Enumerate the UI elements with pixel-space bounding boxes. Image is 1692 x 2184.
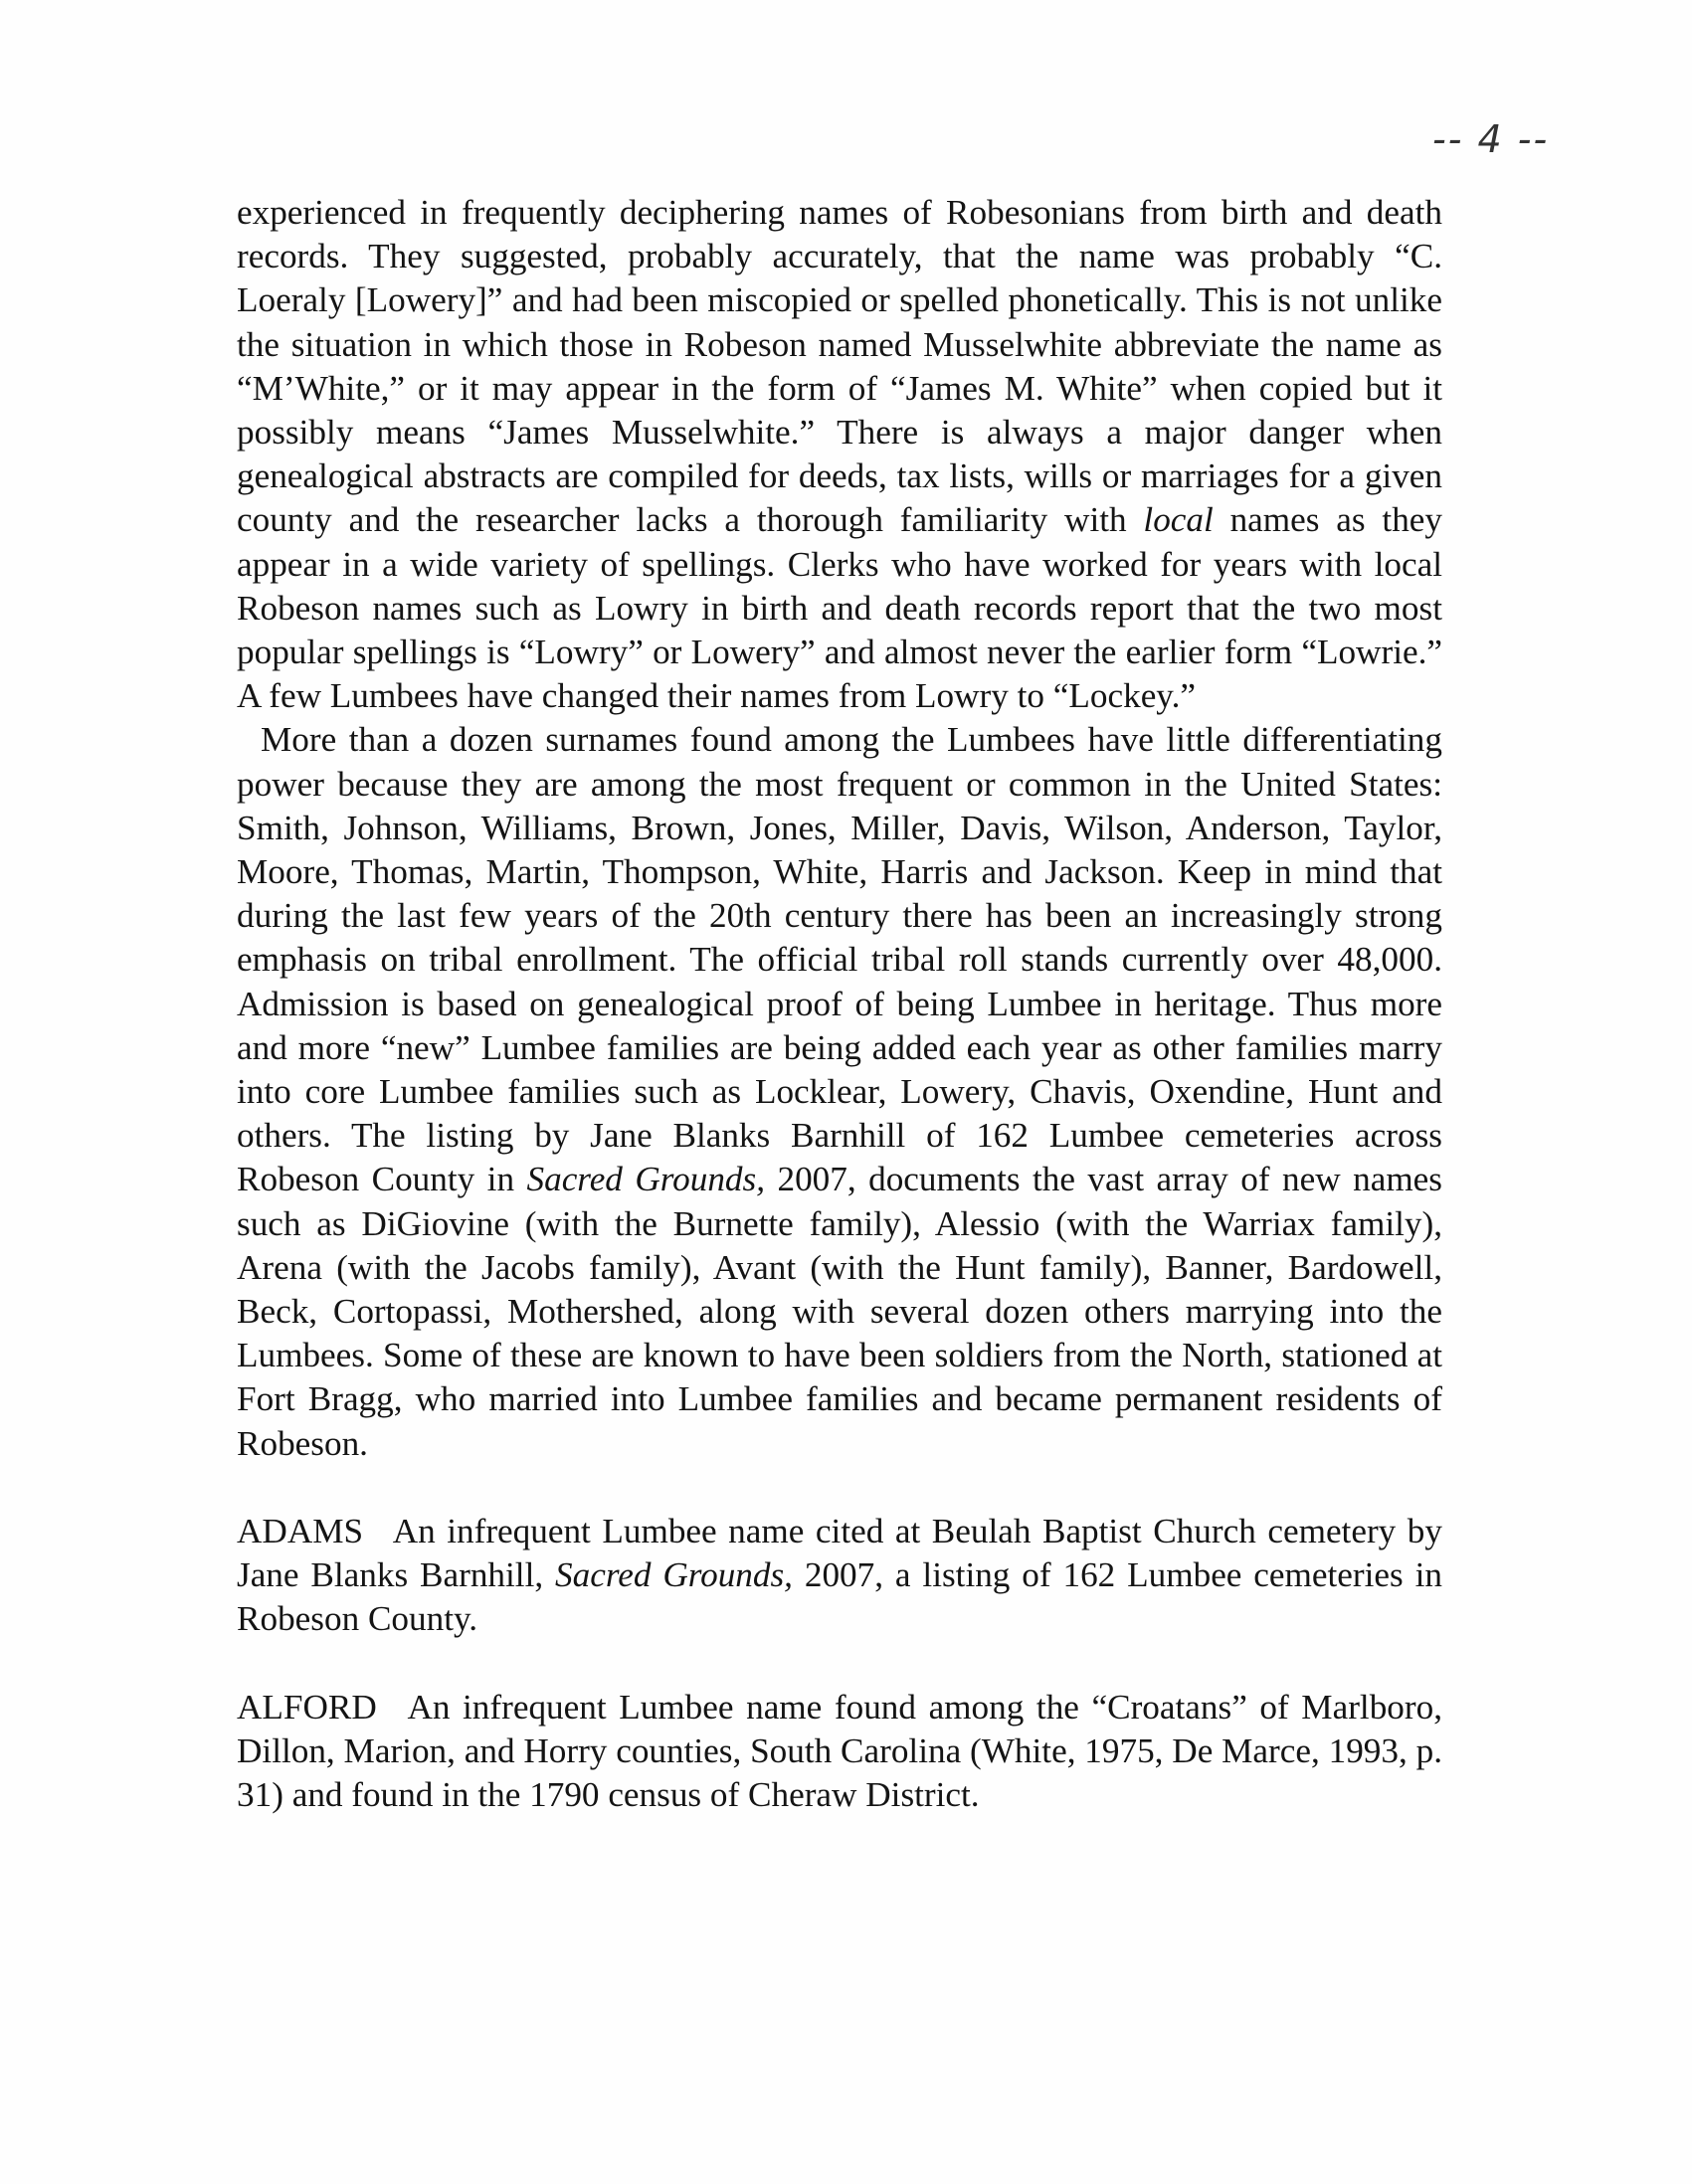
paragraph [237,191,1442,718]
italic-term: local [1143,500,1214,540]
text-run: 2007, a listing of 162 Lumbee cemeteries in Robeson County. [237,1555,1442,1639]
paragraph [237,718,1442,1465]
text-run: An infrequent Lumbee name cited at Beulah Baptist Church cemetery by Jane Blanks Barnhill, [237,1511,1442,1595]
entry-heading: ALFORD [237,1687,377,1727]
text-run: 2007, documents the vast array of new names such as DiGiovine (with the Burnette family), Alessio (with the Warriax family), Arena (with the Jacobs family), Avant (with the Hunt family), Banner, Bardowell, Beck, Cortopassi, Mothershed, along with several dozen others marrying into the Lumbees. Some of these are known to have been soldiers from the North, stationed at Fort Bragg, who married into Lumbee families and became permanent residents of Robeson. [237,1160,1442,1463]
text-run: experienced in frequently deciphering names of Robesonians from birth and death records. They suggested, probably accurately, that the name was probably “C. Loeraly [Lowery]” and had been miscopied or spelled phonetically. This is not unlike the situation in which those in Robeson named Musselwhite abbreviate the name as “M’White,” or it may appear in the form of “James M. White” when copied but it possibly means “James Musselwhite.” There is always a major danger when genealogical abstracts are compiled for deeds, tax lists, wills or marriages for a given county and the researcher lacks a thorough familiarity with [237,193,1442,540]
document-body [237,191,1442,1817]
book-title: Sacred Grounds, [555,1555,793,1595]
surname-entry-alford [237,1686,1442,1818]
book-title: Sacred Grounds, [526,1160,766,1199]
text-run: names as they appear in a wide variety of spellings. Clerks who have worked for years with local Robeson names such as Lowry in birth and death records report that the two most popular spellings is “Lowry” or Lowery” and almost never the earlier form “Lowrie.” A few Lumbees have changed their names from Lowry to “Lockey.” [237,500,1442,716]
entry-heading: ADAMS [237,1511,364,1550]
text-run: An infrequent Lumbee name found among the “Croatans” of Marlboro, Dillon, Marion, and Horry counties, South Carolina (White, 1975, De Marce, 1993, p. 31) and found in the 1790 census of Cheraw District. [237,1687,1443,1814]
text-run: More than a dozen surnames found among the Lumbees have little differentiating power because they are among the most frequent or common in the United States: Smith, Johnson, Williams, Brown, Jones, Miller, Davis, Wilson, Anderson, Taylor, Moore, Thomas, Martin, Thompson, White, Harris and Jackson. Keep in mind that during the last few years of the 20th century there has been an increasingly strong emphasis on tribal enrollment. The official tribal roll stands currently over 48,000. Admission is based on genealogical proof of being Lumbee in heritage. Thus more and more “new” Lumbee families are being added each year as other families marry into core Lumbee families such as Locklear, Lowery, Chavis, Oxendine, Hunt and others. The listing by Jane Blanks Barnhill of 162 Lumbee cemeteries across Robeson County in [237,720,1442,1199]
page-number: -- 4 -- [1432,117,1550,161]
surname-entry-adams [237,1510,1442,1642]
